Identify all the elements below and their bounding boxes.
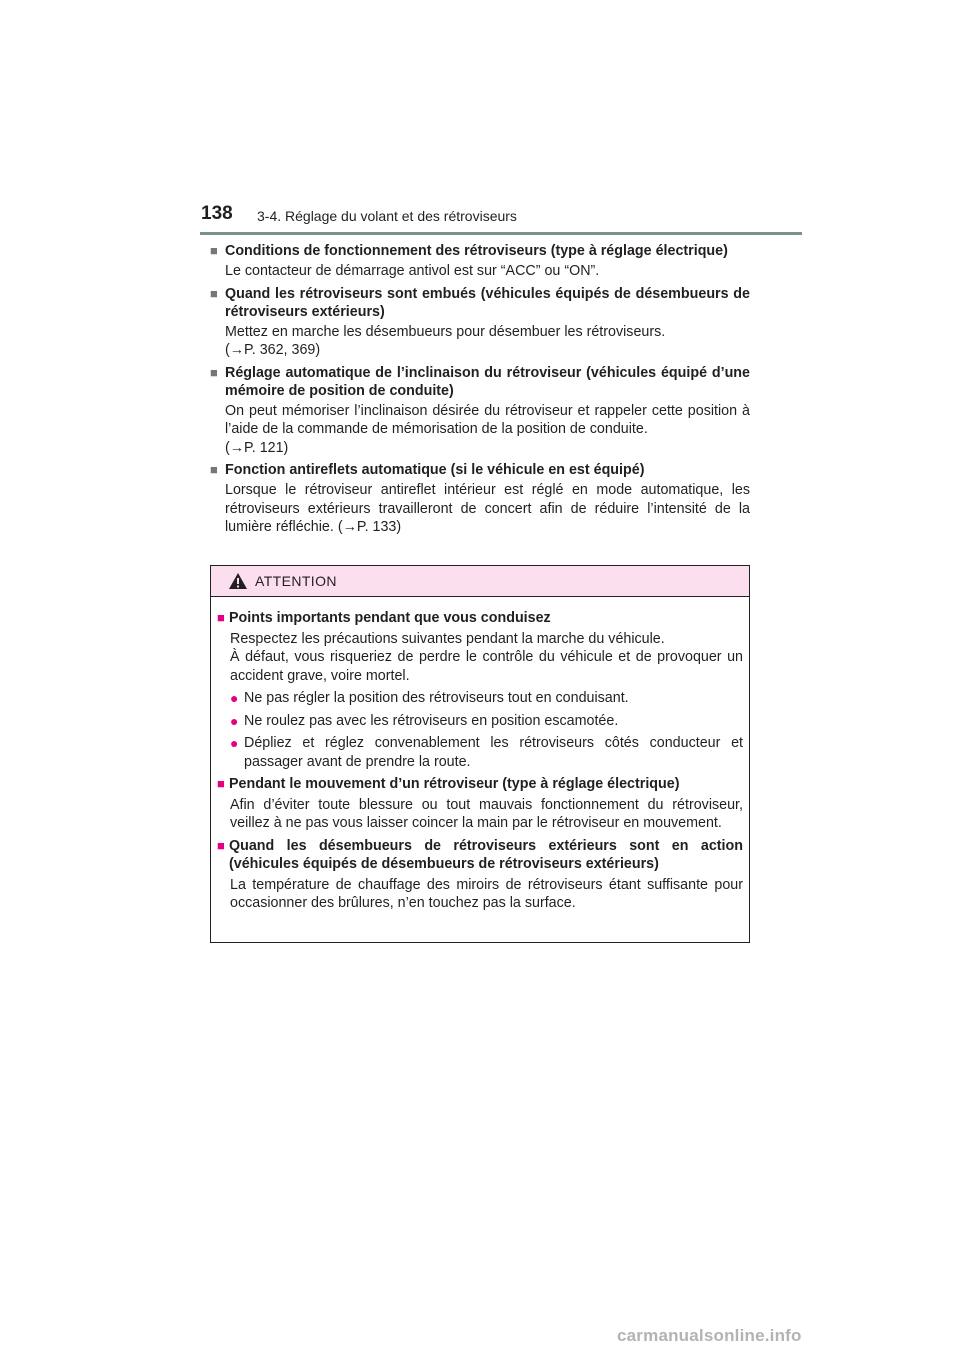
section-heading (210, 461, 750, 479)
square-bullet-icon: ■ (210, 364, 218, 380)
section-body (225, 262, 750, 281)
warning-section-title: Quand les désembueurs de rétroviseurs extérieurs sont en action (véhicules équipés de désembueurs de rétroviseurs extérieurs) (229, 837, 743, 872)
warning-section-body (230, 796, 743, 833)
paragraph: Afin d’éviter toute blessure ou tout mauvais fonctionnement du rétroviseur, veillez à ne pas vous laisser coincer la main par le rétroviseur en mouvement. (230, 796, 743, 831)
watermark: carmanualsonline.info (617, 1326, 802, 1345)
warning-box (210, 565, 750, 943)
paragraph: À défaut, vous risqueriez de perdre le contrôle du véhicule et de provoquer un accident grave, voire mortel. (230, 649, 743, 684)
page-reference: (→P. 362, 369) (225, 342, 321, 358)
circle-bullet-icon: ● (230, 690, 239, 706)
chapter-title: 3-4. Réglage du volant et des rétroviseurs (257, 208, 517, 224)
warning-triangle-icon (228, 572, 248, 590)
section-auto-tilt (210, 364, 750, 458)
header-divider (200, 232, 802, 235)
square-bullet-icon: ■ (217, 776, 225, 791)
section-heading (210, 285, 750, 321)
square-bullet-icon: ■ (210, 285, 218, 301)
paragraph: Respectez les précautions suivantes pendant la marche du véhicule. (230, 630, 665, 647)
warning-section-heading (217, 837, 743, 874)
paragraph: On peut mémoriser l’inclinaison désirée du rétroviseur et rappeler cette position à l’aide de la commande de mémorisation de la position de conduite. (225, 402, 750, 437)
warning-section-title: Pendant le mouvement d’un rétroviseur (type à réglage électrique) (229, 776, 680, 792)
square-bullet-icon: ■ (210, 462, 218, 477)
page-number: 138 (201, 203, 233, 224)
warning-section-defoggers (217, 837, 743, 913)
warning-section-title: Points importants pendant que vous conduisez (229, 610, 551, 626)
circle-bullet-icon: ● (230, 712, 239, 729)
square-bullet-icon: ■ (217, 610, 225, 625)
page-header (200, 203, 802, 236)
section-title: Quand les rétroviseurs sont embués (véhicules équipés de désembueurs de rétroviseurs extérieurs) (225, 285, 750, 320)
warning-body (211, 597, 749, 913)
section-body (225, 402, 750, 458)
section-auto-antiglare (210, 461, 750, 537)
main-content (210, 242, 750, 541)
section-title: Fonction antireflets automatique (si le véhicule en est équipé) (225, 462, 645, 478)
list-item-text: Ne pas régler la position des rétroviseurs tout en conduisant. (244, 690, 629, 706)
section-title: Conditions de fonctionnement des rétroviseurs (type à réglage électrique) (225, 243, 728, 259)
page-reference: (→P. 121) (225, 439, 289, 456)
circle-bullet-icon: ● (230, 735, 239, 751)
bullet-list (230, 689, 743, 771)
section-fogged-mirrors (210, 285, 750, 360)
list-item (230, 712, 743, 731)
paragraph: Mettez en marche les désembueurs pour désembuer les rétroviseurs. (225, 323, 666, 340)
square-bullet-icon: ■ (217, 837, 225, 853)
list-item-text: Dépliez et réglez convenablement les rétroviseurs côtés conducteur et passager avant de prendre la route. (244, 735, 743, 770)
list-item (230, 689, 743, 708)
section-heading (210, 364, 750, 400)
warning-section-body (230, 630, 743, 686)
square-bullet-icon: ■ (210, 243, 218, 258)
section-heading (210, 242, 750, 260)
paragraph: Le contacteur de démarrage antivol est sur “ACC” ou “ON”. (225, 263, 600, 279)
section-conditions (210, 242, 750, 281)
warning-label: ATTENTION (255, 573, 337, 589)
warning-section-mirror-movement (217, 775, 743, 833)
warning-section-driving (217, 609, 743, 771)
section-body (225, 323, 750, 360)
warning-section-heading (217, 609, 743, 628)
list-item-text: Ne roulez pas avec les rétroviseurs en position escamotée. (244, 712, 619, 729)
section-title: Réglage automatique de l’inclinaison du rétroviseur (véhicules équipé d’une mémoire de position de conduite) (225, 364, 750, 399)
warning-section-body (230, 876, 743, 913)
warning-header (211, 566, 749, 597)
list-item (230, 734, 743, 771)
warning-section-heading (217, 775, 743, 794)
paragraph: La température de chauffage des miroirs de rétroviseurs étant suffisante pour occasionner des brûlures, n’en touchez pas la surface. (230, 876, 743, 911)
paragraph: Lorsque le rétroviseur antireflet intérieur est réglé en mode automatique, les rétroviseurs extérieurs travailleront de concert afin de réduire l’intensité de la lumière réfléchie. (→P. 133) (225, 482, 750, 535)
section-body (225, 481, 750, 537)
